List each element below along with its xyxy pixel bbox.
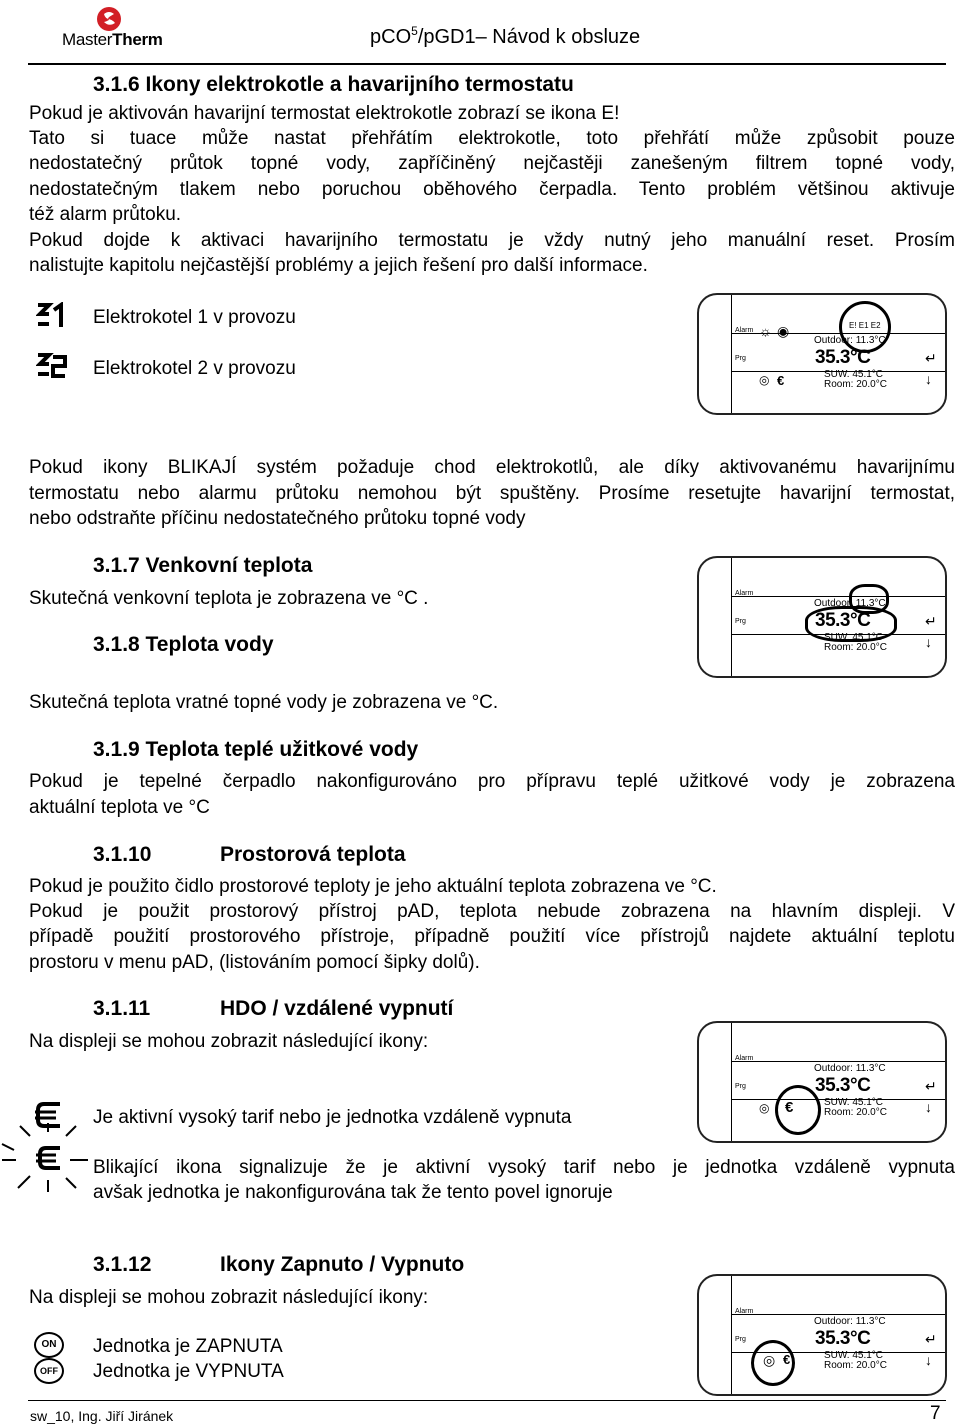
paragraph-line: nebo odstraňte příčinu nedostatečného průtoku topné vody	[29, 508, 526, 529]
header-divider	[28, 63, 946, 65]
display-screenshot: Alarm Prg Outdoor: 11.3°C 35.3°C SUW. 45.1°C Room: 20.0°C ◎ € ↵ ↓	[697, 1021, 947, 1143]
hdo-item-2-label-cont: avšak jednotka je nakonfigurována tak že tento povel ignoruje	[93, 1182, 613, 1203]
paragraph-line: Na displeji se mohou zobrazit následující ikony:	[29, 1287, 429, 1308]
icon1-label: Elektrokotel 1 v provozu	[93, 307, 296, 328]
enter-icon: ↵	[925, 1331, 937, 1347]
section-number-3-1-12: 3.1.12	[93, 1253, 152, 1276]
paragraph-line: Pokud dojde k aktivaci havarijního termostatu je vždy nutný jeho manuální reset. Prosím	[29, 230, 955, 251]
hdo-icon: €	[777, 373, 785, 388]
down-arrow-icon: ↓	[925, 1352, 932, 1368]
highlight-circle	[805, 606, 897, 642]
off-label: Jednotka je VYPNUTA	[93, 1361, 284, 1382]
hdo-blinking-icon	[0, 1122, 90, 1202]
paragraph-line: Pokud ikony BLIKAJÍ systém požaduje chod elektrokotlů, ale díky aktivovanému havarijnímu	[29, 457, 955, 478]
highlight-circle	[839, 301, 891, 353]
display-screenshot: Alarm Prg Outdoor: 11.3°C 35.3°C SUW. 45.1°C Room: 20.0°C ◎ € ↵ ↓	[697, 1274, 947, 1396]
page-header-title: pCO$^5$/pGD1– Návod k obsluze	[370, 24, 641, 48]
down-arrow-icon: ↓	[925, 634, 932, 650]
electric-boiler-1-icon	[36, 302, 68, 330]
display-screenshot: Alarm Prg Outdoor: 11.3°C 35.3°C SUW. 45.1°C Room: 20.0°C E! E1 E2 ☼ ◉ ◎ € ↵ ↓	[697, 293, 947, 415]
section-number-3-1-11: 3.1.11	[93, 997, 151, 1020]
paragraph-line: Na displeji se mohou zobrazit následující ikony:	[29, 1031, 429, 1052]
paragraph-line: též alarm průtoku.	[29, 204, 182, 225]
paragraph-line: prostoru v menu pAD, (listováním pomocí šipky dolů).	[29, 952, 480, 973]
paragraph-line: Pokud je použito čidlo prostorové teploty je jeho aktuální teplota zobrazena ve °C.	[29, 876, 717, 897]
sun-icon: ☼	[759, 323, 772, 339]
display-screenshot: Alarm Prg Outdoor: 11.3°C 35.3°C SUW. 45.1°C Room: 20.0°C ↵ ↓	[697, 556, 947, 678]
hdo-item-2-label: Blikající ikona signalizuje že je aktivní vysoký tarif nebo je jednotka vzdáleně vypnuta	[93, 1157, 955, 1178]
paragraph-line: Pokud je aktivován havarijní termostat elektrokotle zobrazí se ikona E!	[29, 103, 620, 124]
footer-divider	[28, 1400, 946, 1401]
section-title-3-1-11: HDO / vzdálené vypnutí	[220, 997, 454, 1020]
paragraph-line: případě použití prostorového přístroje, případně použití více přístrojů najdete aktuální teplotu	[29, 926, 955, 947]
section-heading-3-1-8: 3.1.8 Teplota vody	[93, 633, 274, 656]
on-label: Jednotka je ZAPNUTA	[93, 1336, 283, 1357]
enter-icon: ↵	[925, 613, 937, 629]
masterterm-logo-icon	[96, 6, 122, 32]
paragraph-line: Pokud je tepelné čerpadlo nakonfigurováno pro přípravu teplé užitkové vody je zobrazena	[29, 771, 955, 792]
pump-icon: ◉	[777, 323, 790, 339]
paragraph-line: nedostatečným tlakem nebo poruchou oběhového čerpadla. Tento problém většinou aktivuje	[29, 179, 955, 200]
paragraph-line: aktuální teplota ve °C	[29, 797, 210, 818]
icon2-label: Elektrokotel 2 v provozu	[93, 358, 296, 379]
on-icon: ◎	[759, 1101, 770, 1115]
on-icon: ◎	[763, 1352, 776, 1368]
section-heading-3-1-9: 3.1.9 Teplota teplé užitkové vody	[93, 738, 419, 761]
paragraph-line: nedostatečný průtok topné vody, zapříčiněný nejčastěji zanešeným filtrem topné vody,	[29, 153, 955, 174]
enter-icon: ↵	[925, 1078, 937, 1094]
down-arrow-icon: ↓	[925, 371, 932, 387]
section-heading-3-1-6: 3.1.6 Ikony elektrokotle a havarijního termostatu	[93, 73, 574, 96]
down-arrow-icon: ↓	[925, 1099, 932, 1115]
hdo-icon: €	[785, 1099, 794, 1116]
highlight-circle	[751, 1340, 795, 1386]
hdo-icon: €	[783, 1352, 791, 1367]
electric-boiler-2-icon	[36, 352, 68, 380]
section-title-3-1-10: Prostorová teplota	[220, 843, 406, 866]
on-icon: ◎	[759, 373, 770, 387]
page-number: 7	[930, 1403, 941, 1424]
paragraph-line: Skutečná teplota vratné topné vody je zobrazena ve °C.	[29, 692, 499, 713]
logo-wordmark: MasterTherm	[62, 30, 163, 49]
paragraph-line: Pokud je použit prostorový přístroj pAD, teplota nebude zobrazena na hlavním displeji. V	[29, 901, 955, 922]
footer-author: sw_10, Ing. Jiří Jiránek	[30, 1408, 174, 1424]
enter-icon: ↵	[925, 350, 937, 366]
highlight-circle	[775, 1085, 821, 1135]
on-icon: ON	[34, 1332, 64, 1358]
off-icon: OFF	[34, 1358, 64, 1384]
paragraph-line: Skutečná venkovní teplota je zobrazena ve °C .	[29, 588, 429, 609]
section-title-3-1-12: Ikony Zapnuto / Vypnuto	[220, 1253, 465, 1276]
section-heading-3-1-7: 3.1.7 Venkovní teplota	[93, 554, 313, 577]
hdo-item-1-label: Je aktivní vysoký tarif nebo je jednotka vzdáleně vypnuta	[93, 1107, 572, 1128]
paragraph-line: termostatu nebo alarmu průtoku nemohou být spuštěny. Prosíme resetujte havarijní termostat,	[29, 483, 955, 504]
paragraph-line: Tato si tuace může nastat přehřátím elektrokotle, toto přehřátí může způsobit pouze	[29, 128, 955, 149]
paragraph-line: nalistujte kapitolu nejčastější problémy a jejich řešení pro další informace.	[29, 255, 648, 276]
section-number-3-1-10: 3.1.10	[93, 843, 152, 866]
